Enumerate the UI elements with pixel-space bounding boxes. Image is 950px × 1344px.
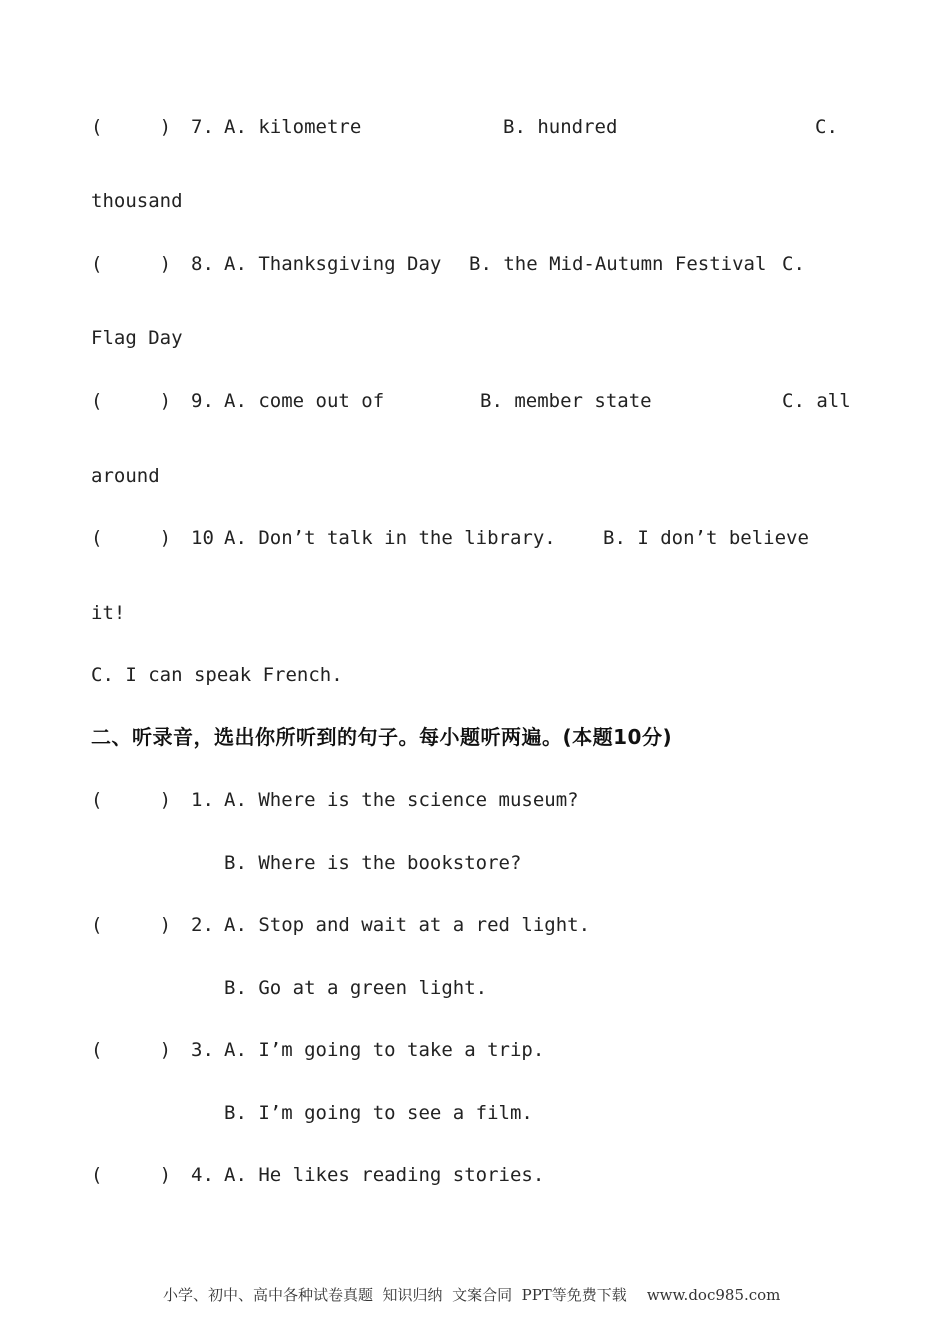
option-a: A. Thanksgiving Day [224,253,442,275]
option-c: C. I can speak French. [91,664,343,686]
option-b: B. I don’t believe [603,527,809,549]
option-c: C. all [782,390,851,412]
footer-text: 小学、初中、高中各种试卷真题 知识归纳 文案合同 PPT等免费下载 [163,1286,627,1304]
answer-bracket: ( ) [91,527,172,549]
answer-bracket: ( ) [91,253,172,275]
question-number: 1. [191,789,214,811]
option-b: B. the Mid-Autumn Festival [469,253,767,275]
question-number: 10 [191,527,214,549]
question-number: 3. [191,1039,214,1061]
answer-bracket: ( ) [91,789,172,811]
option-c: C. [815,116,838,138]
option-b-continuation: it! [91,602,126,624]
option-a: A. Stop and wait at a red light. [224,914,591,936]
answer-bracket: ( ) [91,1039,172,1061]
option-c-continuation: around [91,465,160,487]
answer-bracket: ( ) [91,390,172,412]
answer-bracket: ( ) [91,1164,172,1186]
option-b: B. Where is the bookstore? [224,852,522,874]
option-b: B. Go at a green light. [224,977,488,999]
option-c-continuation: thousand [91,190,183,212]
question-number: 4. [191,1164,214,1186]
option-b: B. I’m going to see a film. [224,1102,533,1124]
option-a: A. He likes reading stories. [224,1164,545,1186]
option-a: A. I’m going to take a trip. [224,1039,545,1061]
answer-bracket: ( ) [91,914,172,936]
option-b: B. member state [480,390,652,412]
footer-link[interactable]: www.doc985.com [646,1286,781,1304]
page-footer [163,1284,780,1305]
section-heading: 二、听录音，选出你所听到的句子。每小题听两遍。(本题10分) [91,725,673,749]
question-number: 8. [191,253,214,275]
option-b: B. hundred [503,116,618,138]
question-number: 2. [191,914,214,936]
option-a: A. Don’t talk in the library. [224,527,556,549]
answer-bracket: ( ) [91,116,172,138]
option-c-continuation: Flag Day [91,327,183,349]
question-number: 7. [191,116,214,138]
option-c: C. [782,253,805,275]
option-a: A. kilometre [224,116,362,138]
option-a: A. Where is the science museum? [224,789,579,811]
option-a: A. come out of [224,390,385,412]
question-number: 9. [191,390,214,412]
